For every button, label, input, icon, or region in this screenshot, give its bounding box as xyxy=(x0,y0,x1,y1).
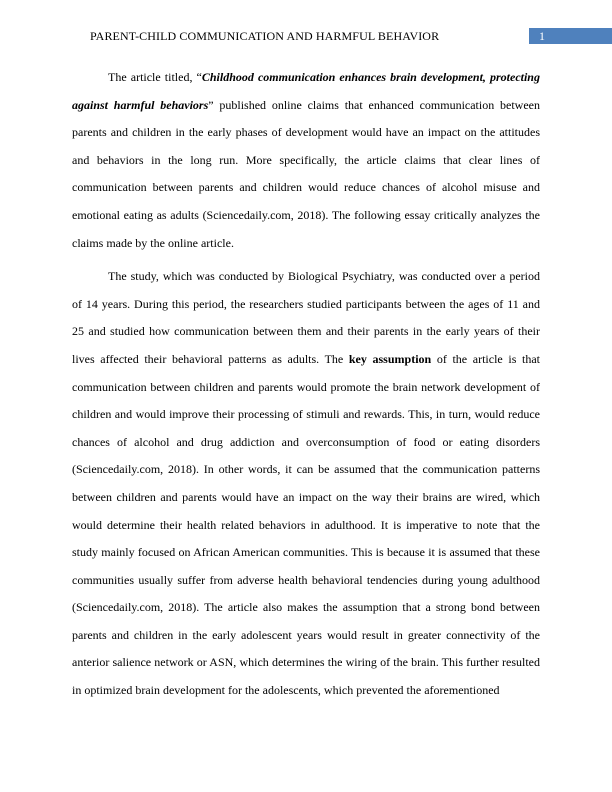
paragraph-intro xyxy=(72,64,540,257)
paragraph-intro-pre: The article titled, “ xyxy=(108,70,202,84)
running-head: PARENT-CHILD COMMUNICATION AND HARMFUL BEHAVIOR xyxy=(90,29,440,43)
page-number-box xyxy=(529,28,612,44)
page-header xyxy=(0,0,612,50)
article-title: Childhood communication enhances brain development, protecting against harmful behaviors xyxy=(72,70,540,112)
page-number: 1 xyxy=(539,29,545,43)
paragraph-intro-post: ” published online claims that enhanced communication between parents and children in the early phases of development would have an impact on the attitudes and behaviors in the long run. More specifically, the article claims that clear lines of communication between parents and children would reduce chances of alcohol misuse and emotional eating as adults (Sciencedaily.com, 2018). The following essay critically analyzes the claims made by the online article. xyxy=(72,97,540,250)
paragraph-study-pre: The study, which was conducted by Biological Psychiatry, was conducted over a period of 14 years. During this period, the researchers studied participants between the ages of 11 and 25 and studied how communication between them and their parents in the early years of their lives affected their behavioral patterns as adults. The xyxy=(72,269,540,366)
paragraph-study-post: of the article is that communication between children and parents would promote the brain network development of children and would improve their processing of stimuli and rewards. This, in turn, would reduce chances of alcohol and drug addiction and overconsumption of food or eating disorders (Sciencedaily.com, 2018). In other words, it can be assumed that the communication patterns between children and parents would have an impact on the way their brains are wired, which would determine their health related behaviors in adulthood. It is imperative to note that the study mainly focused on African American communities. This is because it is assumed that these communities usually suffer from adverse health behavioral tendencies during young adulthood (Sciencedaily.com, 2018). The article also makes the assumption that a strong bond between parents and children in the early adolescent years would result in greater connectivity of the anterior salience network or ASN, which determines the wiring of the brain. This further resulted in optimized brain development for the adolescents, which prevented the aforementioned xyxy=(72,351,541,698)
document-body xyxy=(72,64,540,711)
key-assumption-emphasis: key assumption xyxy=(348,351,432,366)
paragraph-study xyxy=(72,263,540,705)
